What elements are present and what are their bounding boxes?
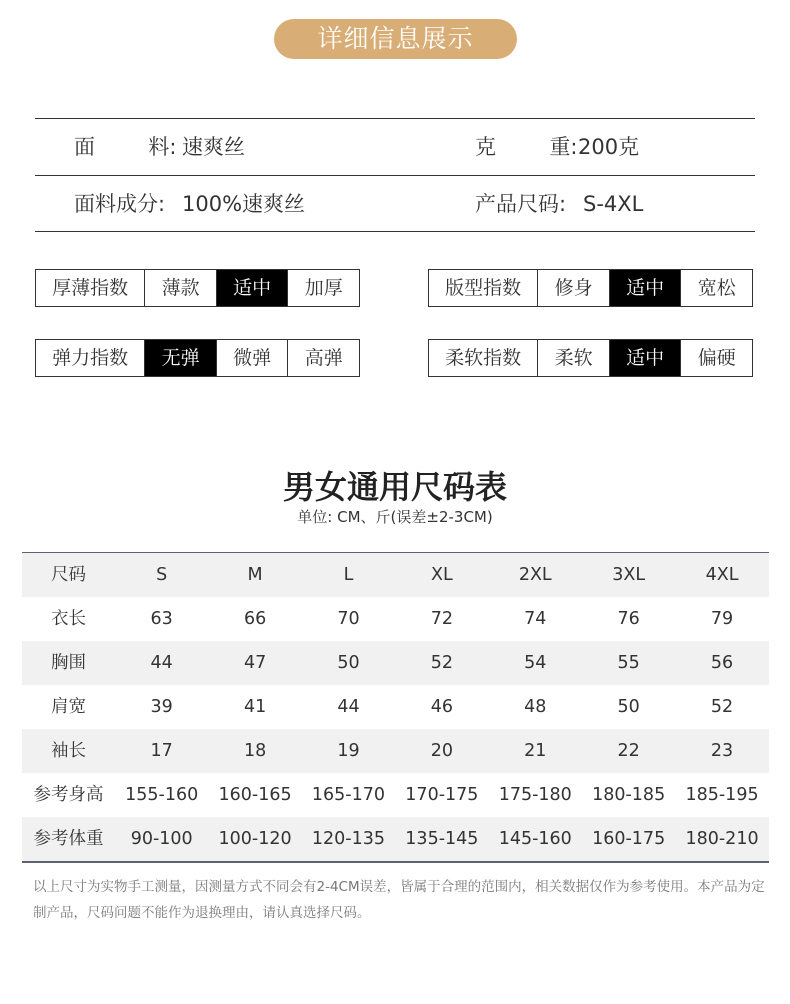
table-cell: 155-160 [125, 785, 199, 805]
table-cell: 56 [710, 653, 734, 673]
table-cell: 120-135 [311, 829, 386, 849]
table-cell: 17 [150, 741, 173, 761]
size-range-label: 产品尺码: [475, 192, 567, 216]
divider [35, 231, 755, 232]
size-chart-subtitle: 单位: CM、斤(误差±2-3CM) [297, 508, 493, 526]
table-cell: 18 [243, 741, 267, 761]
table-cell: 79 [710, 609, 734, 629]
table-cell: 39 [150, 697, 173, 717]
table-cell: 76 [617, 609, 640, 629]
table-row [22, 685, 769, 729]
table-header-cell: 尺码 [51, 565, 86, 585]
table-cell: 170-175 [405, 785, 479, 805]
table-row-label: 袖长 [51, 741, 86, 761]
index-label: 弹力指数 [36, 340, 145, 376]
fabric-value: 速爽丝 [182, 135, 245, 159]
index-option: 偏硬 [697, 347, 736, 369]
table-cell: 145-160 [498, 829, 572, 849]
section-banner [274, 19, 517, 59]
table-row-label: 参考体重 [33, 829, 104, 849]
index-option-selected: 适中 [610, 270, 682, 306]
weight-label: 克 重: [475, 135, 578, 159]
fabric-label: 面 料: [74, 135, 177, 159]
size-table [22, 552, 769, 863]
index-option: 修身 [538, 270, 610, 306]
softness-index [428, 339, 753, 377]
table-cell: 185-195 [685, 785, 759, 805]
table-cell: 21 [524, 741, 547, 761]
table-cell: 50 [617, 697, 640, 717]
table-cell: 41 [243, 697, 267, 717]
table-row-label: 参考身高 [33, 785, 104, 805]
index-option: 微弹 [217, 340, 289, 376]
table-header-cell: 4XL [705, 565, 739, 585]
table-cell: 175-180 [498, 785, 572, 805]
table-cell: 19 [337, 741, 360, 761]
table-row [22, 817, 769, 861]
table-header-cell: 3XL [612, 565, 646, 585]
table-cell: 160-175 [592, 829, 666, 849]
table-cell: 63 [150, 609, 173, 629]
table-cell: 135-145 [405, 829, 479, 849]
composition-value: 100%速爽丝 [182, 192, 306, 216]
index-label: 厚薄指数 [36, 270, 145, 306]
table-cell: 72 [430, 609, 453, 629]
index-option: 薄款 [145, 270, 217, 306]
fit-index [428, 269, 753, 307]
table-cell: 165-170 [311, 785, 386, 805]
table-row-label: 肩宽 [51, 697, 86, 717]
index-option: 宽松 [697, 277, 736, 299]
table-header-cell: 2XL [518, 565, 552, 585]
table-cell: 46 [430, 697, 453, 717]
index-option-selected: 适中 [217, 270, 289, 306]
table-cell: 44 [150, 653, 173, 673]
table-cell: 50 [337, 653, 360, 673]
elasticity-index [35, 339, 360, 377]
table-cell: 160-165 [218, 785, 292, 805]
table-cell: 22 [617, 741, 640, 761]
index-option: 加厚 [304, 277, 343, 299]
table-cell: 90-100 [130, 829, 193, 849]
index-option: 柔软 [538, 340, 610, 376]
divider [35, 175, 755, 176]
table-cell: 44 [337, 697, 360, 717]
table-cell: 74 [524, 609, 547, 629]
table-cell: 52 [430, 653, 453, 673]
table-cell: 23 [710, 741, 734, 761]
table-cell: 54 [524, 653, 547, 673]
index-option-selected: 适中 [610, 340, 682, 376]
table-cell: 52 [710, 697, 734, 717]
table-cell: 180-210 [685, 829, 759, 849]
table-cell: 180-185 [592, 785, 666, 805]
measurement-note: 以上尺寸为实物手工测量，因测量方式不同会有2-4CM误差，皆属于合理的范围内，相关数据仅作为参考使用。本产品为定制产品，尺码问题不能作为退换理由，请认真选择尺码。 [33, 879, 765, 921]
table-header-cell: L [343, 565, 354, 585]
table-row [22, 729, 769, 773]
table-row [22, 773, 769, 817]
table-row [22, 641, 769, 685]
table-cell: 70 [337, 609, 360, 629]
banner-title: 详细信息展示 [317, 24, 474, 53]
table-row-label: 衣长 [51, 609, 86, 629]
table-cell: 47 [243, 653, 267, 673]
composition-label: 面料成分: [74, 192, 166, 216]
index-option: 高弹 [304, 347, 343, 369]
table-cell: 100-120 [218, 829, 292, 849]
index-label: 柔软指数 [429, 340, 538, 376]
table-header-cell: S [156, 565, 168, 585]
table-row [22, 597, 769, 641]
table-cell: 20 [430, 741, 453, 761]
weight-value: 200克 [578, 135, 640, 159]
index-option-selected: 无弹 [145, 340, 217, 376]
size-range-value: S-4XL [583, 192, 644, 216]
index-label: 版型指数 [429, 270, 538, 306]
size-chart-title: 男女通用尺码表 [282, 468, 507, 506]
thickness-index [35, 269, 360, 307]
table-header-cell: XL [430, 565, 453, 585]
table-cell: 66 [243, 609, 267, 629]
table-row-label: 胸围 [51, 653, 86, 673]
table-header-cell: M [247, 565, 263, 585]
table-cell: 48 [524, 697, 547, 717]
table-header-row [22, 553, 769, 597]
table-cell: 55 [617, 653, 640, 673]
divider [35, 118, 755, 119]
